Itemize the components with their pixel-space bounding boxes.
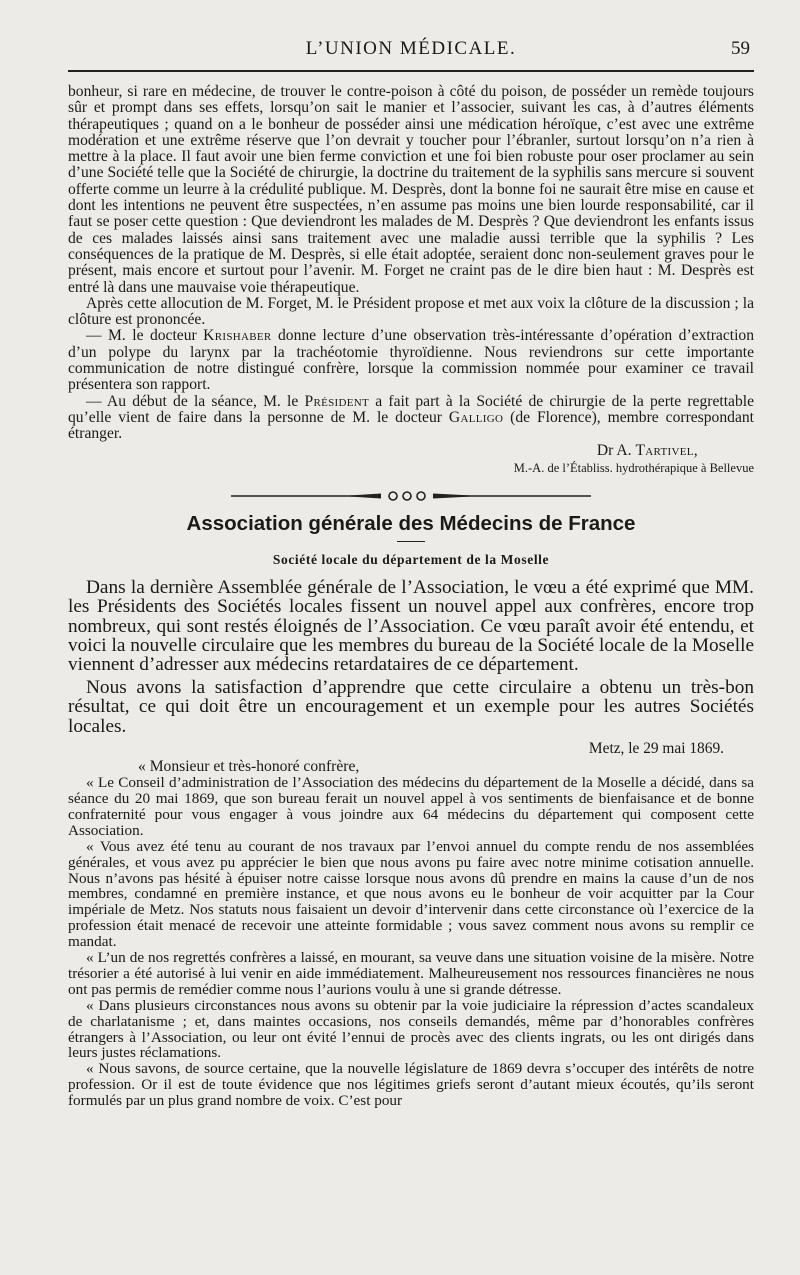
- paragraph-krishaber: [68, 328, 754, 393]
- discussion-text: [68, 84, 754, 443]
- galligo-name: Galligo: [448, 408, 504, 426]
- paragraph-intro-1: Dans la dernière Assemblée générale de l’Association, le vœu a été exprimé que MM. les Présidents des Sociétés locales fissent un nouvel appel aux confrères, encore trop nombreux, qui sont restés éloignés de l’Association. Ce vœu paraît avoir été entendu, et voici la nouvelle circulaire que les membres du bureau de la Société locale de la Moselle viennent d’adresser aux médecins retardataires de ce département.: [68, 576, 754, 676]
- paragraph-cloture: Après cette allocution de M. Forget, M. le Président propose et met aux voix la clôture de la discussion ; la clôture est prononcée.: [68, 294, 754, 329]
- section-title: Association générale des Médecins de France: [186, 511, 636, 535]
- signature-prefix: Dr A.: [596, 441, 636, 459]
- dateline: Metz, le 29 mai 1869.: [588, 740, 724, 758]
- salutation: « Monsieur et très-honoré confrère,: [138, 758, 360, 776]
- running-title: L’UNION MÉDICALE.: [305, 38, 517, 59]
- signature-affiliation: M.-A. de l’Établiss. hydrothérapique à Bellevue: [513, 460, 754, 475]
- paragraph-letter-5: « Nous savons, de source certaine, que la nouvelle législature de 1869 devra s’occuper des intérêts de notre profession. Or il est de toute évidence que nos légitimes griefs seront d’autant mieux écoutés, qu’ils seront formulés par un plus grand nombre de voix. C’est pour: [68, 1060, 754, 1110]
- paragraph-galligo: [68, 394, 754, 443]
- paragraph-letter-1: « Le Conseil d’administration de l’Association des médecins du département de la Moselle a décidé, dans sa séance du 20 mai 1869, que son bureau ferait un nouvel appel à vos sentiments de bienfaisance et de bonne confraternité pour vous engager à vous joindre aux 64 médecins du département qui composent cette Association.: [68, 774, 754, 839]
- paragraph-intro-2: Nous avons la satisfaction d’apprendre que cette circulaire a obtenu un très-bon résultat, ce qui doit être un encouragement et un exemple pour les autres Sociétés locales.: [68, 676, 754, 737]
- paragraph-forget: bonheur, si rare en médecine, de trouver le contre-poison à côté du poison, de posséder un remède toujours sûr et prompt dans ses effets, lorsqu’on sait le manier et l’associer, suivant les cas, à d’autres éléments thérapeutiques ; quand on a le bonheur de posséder ainsi une médication héroïque, c’est avec une extrême modération et une extrême réserve que l’on devrait y toucher pour l’ébranler, surtout lorsqu’on n’a rien à mettre à la place. Il faut avoir une bien ferme conviction et une foi bien robuste pour oser proclamer au sein d’une Société telle que la Société de chirurgie, la doctrine du traitement de la syphilis sans mercure si souvent offerte comme un leurre à la crédulité publique. M. Desprès, dont la bonne foi ne saurait être mise en cause et dont les intentions ne peuvent être suspectées, n’en assume pas moins une bien lourde responsabilité, car il faut se poser cette question : Que deviendront les malades de M. Desprès ? Que deviendront les enfants issus de ces malades laissés ainsi sans traitement avec une maladie aussi terrible que la syphilis ? Les conséquences de la pratique de M. Desprès, si elle était adoptée, seraient donc non-seulement graves pour le présent, mais encore et surtout pour l’avenir. M. Forget ne craint pas de le dire bien haut : M. Desprès est entré là dans une mauvaise voie thérapeutique.: [68, 83, 754, 296]
- intro-text: [68, 578, 754, 736]
- president-title: Président: [304, 392, 370, 410]
- signature: [68, 443, 754, 459]
- signature-name: Tartivel,: [635, 441, 698, 459]
- letter-text: [68, 775, 754, 1109]
- galligo-after: (de Florence), membre correspondant étranger.: [68, 408, 754, 443]
- page-number: 59: [731, 38, 750, 59]
- paragraph-letter-4: « Dans plusieurs circonstances nous avons su obtenir par la voie judiciaire la répression d’actes scandaleux de charlatanisme ; et, dans maintes occasions, nos conseils demandés, même par d’honorables confrères étrangers à l’Association, ou leur ont évité l’ennui de procès avec des clients ingrats, ou les ont dirigés dans leurs justes réclamations.: [68, 996, 754, 1062]
- krishaber-after: donne lecture d’une observation très-intéressante d’opération d’extraction d’un polype du larynx par la trachéotomie thyroïdienne. Nous reviendrons sur cette importante communication de notre distingué confrère, lorsque la commission nommée pour examiner ce travail présentera son rapport.: [68, 327, 754, 394]
- paragraph-letter-3: « L’un de nos regrettés confrères a laissé, en mourant, sa veuve dans une situation voisine de la misère. Notre trésorier a été autorisé à lui venir en aide immédiatement. Malheureusement nos ressources financières ne nous ont pas permis de remédier comme nous l’aurions voulu à une si grande détresse.: [68, 949, 754, 998]
- paragraph-letter-2: « Vous avez été tenu au courant de nos travaux par l’envoi annuel du compte rendu de nos assemblées générales, et vous avez pu apprécier le bien que nous avons pu faire avec notre minime cotisation annuelle. Nous n’avons pas hésité à épuiser notre caisse lorsque nous avons dû prendre en mains la cause d’un de nos membres, condamné en première instance, et que nous avons eu le bonheur de voir acquitter par la Cour impériale de Metz. Nos statuts nous faisaient un devoir d’intervenir dans cette circonstance où l’exercice de la profession était menacé de recevoir une atteinte formidable ; vous savez comment nous avons su remplir ce mandat.: [68, 837, 754, 951]
- page-header: [68, 34, 754, 64]
- ornament-rule-icon: [231, 490, 591, 502]
- section-subtitle: Société locale du département de la Moselle: [272, 551, 550, 567]
- header-rule: [68, 70, 754, 72]
- krishaber-before: — M. le docteur: [86, 327, 204, 345]
- krishaber-name: Krishaber: [203, 327, 272, 345]
- title-rule: [397, 541, 425, 542]
- galligo-middle: a fait part à la Société de chirurgie de la perte regrettable qu’elle vient de faire dans la personne de M. le docteur: [68, 392, 755, 426]
- galligo-before: — Au début de la séance, M. le: [86, 392, 305, 410]
- ornament-divider: [68, 490, 754, 502]
